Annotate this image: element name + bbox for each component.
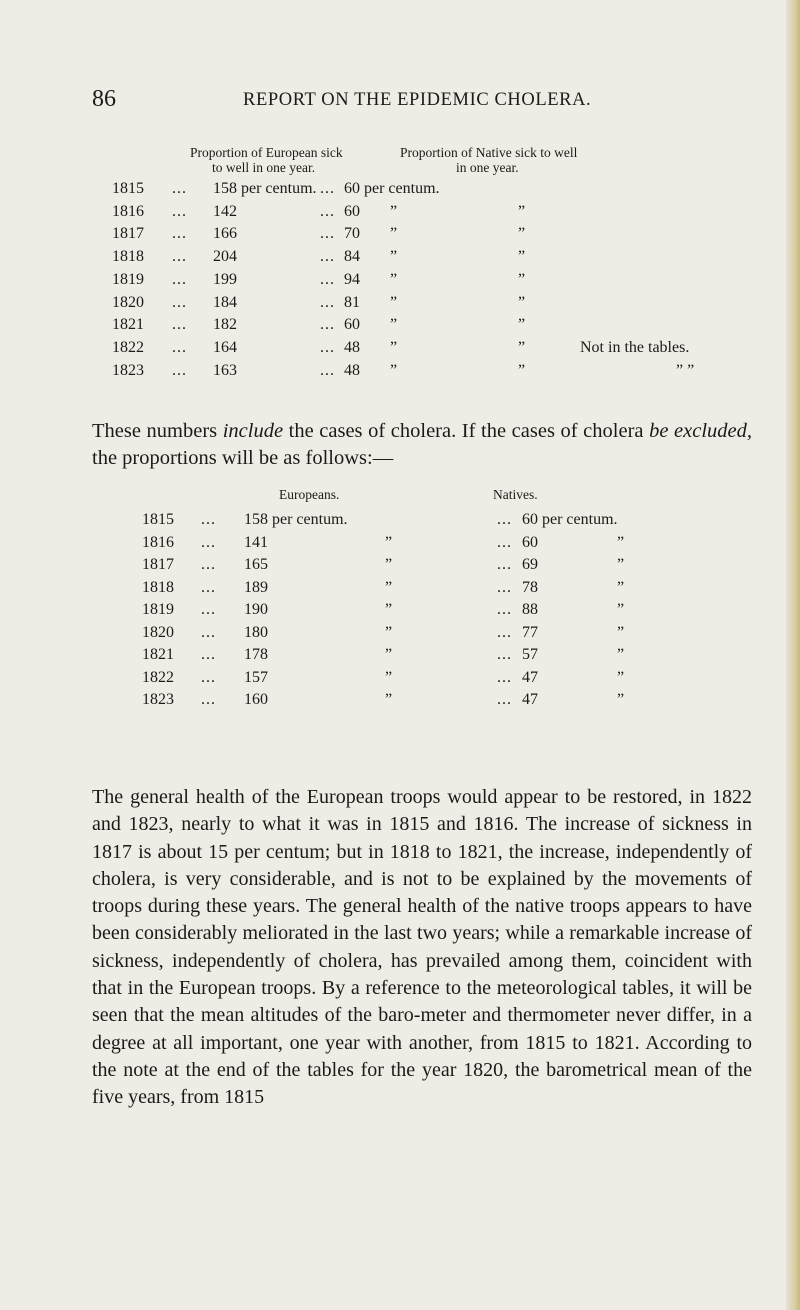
page-number: 86 <box>92 86 116 112</box>
year-cell: 1818 <box>142 578 174 596</box>
ditto-mark: ” <box>390 338 398 356</box>
ditto-mark: ” <box>390 202 398 220</box>
ditto-mark: ” <box>518 293 526 311</box>
leader-dots: ... <box>172 338 187 356</box>
running-head: REPORT ON THE EPIDEMIC CHOLERA. <box>243 90 592 110</box>
leader-dots: ... <box>201 668 216 686</box>
table1-head-native-line1: Proportion of Native sick to well <box>400 145 578 160</box>
page-header <box>0 86 800 116</box>
leader-dots: ... <box>172 225 187 243</box>
body-paragraph: The general health of the European troops would appear to be restored, in 1822 and 1823, nearly to what it was in 1815 and 1816. The increase of sickness in 1817 is about 15 per centum; but in 1818 to 1821, the increase, independently of cholera, is very considerable, and is not to be explained by the movements of troops during these years. The general health of the native troops appears to have been considerably meliorated in the last two years; while a remarkable increase of sickness, independently of cholera, has prevailed among them, coincident with that in the European troops. By a reference to the meteorological tables, it will be seen that the mean altitudes of the baro-meter and thermometer never differ, in a degree at all important, one year with another, from 1815 to 1821. According to the note at the end of the tables for the year 1820, the barometrical mean of the five years, from 1815 <box>92 786 752 1109</box>
native-value: 47 <box>522 691 538 708</box>
ditto-mark: ” <box>390 270 398 288</box>
year-cell: 1821 <box>112 316 144 334</box>
european-value: 160 <box>244 691 268 708</box>
ditto-mark: ” <box>617 601 625 618</box>
table-row <box>0 511 800 533</box>
year-cell: 1817 <box>112 225 144 243</box>
ditto-mark: ” <box>518 361 526 379</box>
year-cell: 1817 <box>142 556 174 573</box>
ditto-mark: ” <box>390 225 398 243</box>
year-cell: 1815 <box>112 180 144 197</box>
ditto-mark: ” <box>390 293 398 311</box>
table-row <box>0 556 800 578</box>
european-value: 184 <box>213 293 237 311</box>
leader-dots: ... <box>172 180 187 197</box>
ditto-mark: ” <box>385 556 393 573</box>
mid-text-part1: These numbers <box>92 420 223 442</box>
european-value: 178 <box>244 646 268 663</box>
table-row <box>0 339 800 361</box>
leader-dots: ... <box>497 646 512 663</box>
leader-dots: ... <box>320 293 335 311</box>
european-value: 180 <box>244 623 268 641</box>
ditto-mark: ” <box>385 691 393 708</box>
table-row <box>0 624 800 646</box>
european-value: 141 <box>244 533 268 551</box>
mid-text-italic1: include <box>222 420 284 442</box>
leader-dots: ... <box>320 180 335 197</box>
table-row <box>0 248 800 270</box>
ditto-mark: ” <box>617 623 625 641</box>
leader-dots: ... <box>497 556 512 573</box>
european-value: 204 <box>213 248 237 266</box>
table-row <box>0 294 800 316</box>
native-value: 60 <box>344 202 360 220</box>
table2-head-european: Europeans. <box>279 487 340 502</box>
ditto-mark: ” <box>617 556 625 573</box>
mid-text-part3: the proportions will be as follows:— <box>92 447 394 469</box>
ditto-mark: ” <box>385 533 393 551</box>
table-row <box>0 646 800 668</box>
table1-head-native-line2: in one year. <box>456 160 519 175</box>
leader-dots: ... <box>201 691 216 708</box>
ditto-mark: ” <box>385 646 393 663</box>
table-row <box>0 691 800 713</box>
native-value: 57 <box>522 646 538 663</box>
leader-dots: ... <box>320 361 335 379</box>
year-cell: 1818 <box>112 248 144 266</box>
european-value: 190 <box>244 601 268 618</box>
table1-head-native <box>400 145 630 175</box>
year-cell: 1820 <box>142 623 174 641</box>
leader-dots: ... <box>497 533 512 551</box>
native-value: 60 <box>344 316 360 334</box>
leader-dots: ... <box>172 293 187 311</box>
table-row <box>0 316 800 338</box>
table-row <box>0 271 800 293</box>
european-value: 182 <box>213 316 237 334</box>
leader-dots: ... <box>320 225 335 243</box>
leader-dots: ... <box>201 623 216 641</box>
table-note: Not in the tables. <box>580 338 690 356</box>
leader-dots: ... <box>172 202 187 220</box>
ditto-mark: ” <box>518 225 526 243</box>
mid-text-part2: the cases of cholera. If the cases of cholera <box>283 420 650 442</box>
leader-dots: ... <box>201 556 216 573</box>
leader-dots: ... <box>201 511 216 528</box>
table-row <box>0 579 800 601</box>
native-value: 48 <box>344 338 360 356</box>
native-value: 78 <box>522 578 538 596</box>
year-cell: 1823 <box>142 691 174 708</box>
native-value: 69 <box>522 556 538 573</box>
native-value: 47 <box>522 668 538 686</box>
european-value: 189 <box>244 578 268 596</box>
european-value: 163 <box>213 361 237 379</box>
table-row <box>0 601 800 623</box>
leader-dots: ... <box>320 316 335 334</box>
leader-dots: ... <box>320 248 335 266</box>
native-value: 60 per centum. <box>344 180 440 197</box>
leader-dots: ... <box>201 646 216 663</box>
year-cell: 1819 <box>112 270 144 288</box>
native-value: 60 <box>522 533 538 551</box>
leader-dots: ... <box>497 623 512 641</box>
table-row <box>0 225 800 247</box>
leader-dots: ... <box>172 316 187 334</box>
table-row <box>0 203 800 225</box>
native-value: 77 <box>522 623 538 641</box>
ditto-mark: ” <box>617 578 625 596</box>
year-cell: 1816 <box>112 202 144 220</box>
table-row <box>0 669 800 691</box>
ditto-mark: ” <box>385 623 393 641</box>
year-cell: 1822 <box>112 338 144 356</box>
european-value: 166 <box>213 225 237 243</box>
year-cell: 1819 <box>142 601 174 618</box>
ditto-mark: ” <box>385 601 393 618</box>
leader-dots: ... <box>172 270 187 288</box>
leader-dots: ... <box>497 668 512 686</box>
native-value: 94 <box>344 270 360 288</box>
european-value: 142 <box>213 202 237 220</box>
transition-paragraph <box>92 418 752 472</box>
european-value: 165 <box>244 556 268 573</box>
year-cell: 1820 <box>112 293 144 311</box>
ditto-mark: ” <box>390 361 398 379</box>
native-value: 70 <box>344 225 360 243</box>
european-value: 158 per centum. <box>213 180 317 197</box>
ditto-mark: ” <box>617 646 625 663</box>
table1-head-european-line1: Proportion of European sick <box>190 145 343 160</box>
ditto-mark: ” <box>390 248 398 266</box>
table1-head-european-line2: to well in one year. <box>212 160 316 175</box>
leader-dots: ... <box>201 533 216 551</box>
year-cell: 1823 <box>112 361 144 379</box>
european-value: 158 per centum. <box>244 511 348 528</box>
ditto-mark: ” <box>518 338 526 356</box>
leader-dots: ... <box>497 578 512 596</box>
mid-text-italic2: be excluded, <box>649 420 752 442</box>
ditto-mark: ” <box>385 668 393 686</box>
ditto-mark: ” <box>518 316 526 334</box>
ditto-mark: ” <box>617 533 625 551</box>
year-cell: 1822 <box>142 668 174 686</box>
table-note: ” ” <box>676 361 695 379</box>
leader-dots: ... <box>201 601 216 618</box>
leader-dots: ... <box>497 691 512 708</box>
native-value: 88 <box>522 601 538 618</box>
native-value: 81 <box>344 293 360 311</box>
year-cell: 1815 <box>142 511 174 528</box>
table2-head-native: Natives. <box>493 487 538 502</box>
table-row <box>0 180 800 202</box>
ditto-mark: ” <box>385 578 393 596</box>
year-cell: 1821 <box>142 646 174 663</box>
native-value: 48 <box>344 361 360 379</box>
ditto-mark: ” <box>518 202 526 220</box>
leader-dots: ... <box>497 601 512 618</box>
european-value: 199 <box>213 270 237 288</box>
table-row <box>0 362 800 384</box>
year-cell: 1816 <box>142 533 174 551</box>
european-value: 157 <box>244 668 268 686</box>
table-row <box>0 534 800 556</box>
leader-dots: ... <box>497 511 512 528</box>
leader-dots: ... <box>172 361 187 379</box>
leader-dots: ... <box>201 578 216 596</box>
leader-dots: ... <box>320 270 335 288</box>
table1-head-european <box>190 145 390 175</box>
ditto-mark: ” <box>518 248 526 266</box>
ditto-mark: ” <box>617 691 625 708</box>
european-value: 164 <box>213 338 237 356</box>
ditto-mark: ” <box>617 668 625 686</box>
leader-dots: ... <box>320 202 335 220</box>
leader-dots: ... <box>320 338 335 356</box>
ditto-mark: ” <box>518 270 526 288</box>
ditto-mark: ” <box>390 316 398 334</box>
native-value: 84 <box>344 248 360 266</box>
native-value: 60 per centum. <box>522 511 618 528</box>
leader-dots: ... <box>172 248 187 266</box>
